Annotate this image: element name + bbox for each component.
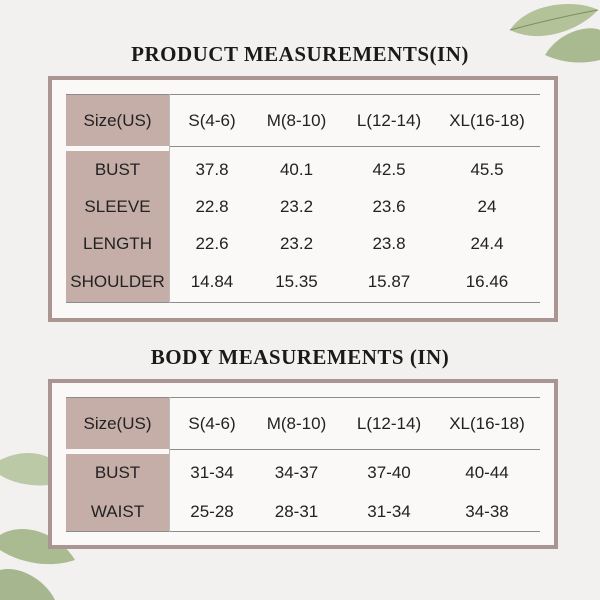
table-cell: 31-34 bbox=[190, 463, 234, 482]
header-size-l: L(12-14) bbox=[356, 413, 422, 433]
header-size-label: Size(US) bbox=[66, 95, 169, 146]
row-label: WAIST bbox=[66, 492, 169, 531]
table-cell: 14.84 bbox=[190, 272, 234, 291]
table-cell: 45.5 bbox=[470, 159, 504, 179]
body-measurements-frame bbox=[48, 379, 558, 549]
table-cell: 37-40 bbox=[367, 463, 411, 482]
table-cell: 23.8 bbox=[372, 233, 406, 253]
row-label: SLEEVE bbox=[66, 188, 169, 225]
table-cell: 22.6 bbox=[195, 233, 229, 253]
body-measurements-table bbox=[66, 397, 540, 533]
table-cell: 23.2 bbox=[279, 233, 314, 253]
table-cell: 37.8 bbox=[195, 159, 229, 179]
header-size-xl: XL(16-18) bbox=[449, 413, 525, 433]
table-header-row bbox=[66, 398, 540, 449]
table-cell: 16.46 bbox=[465, 272, 509, 291]
table-cell: 34-38 bbox=[465, 501, 509, 521]
header-size-xl: XL(16-18) bbox=[449, 110, 525, 130]
row-label: BUST bbox=[66, 454, 169, 492]
table-cell: 42.5 bbox=[372, 159, 406, 179]
table-bottom-border bbox=[66, 302, 540, 303]
table-row bbox=[66, 151, 540, 188]
table-row bbox=[66, 262, 540, 302]
table-cell: 34-37 bbox=[274, 463, 319, 482]
table-bottom-border bbox=[66, 531, 540, 532]
product-measurements-frame bbox=[48, 76, 558, 322]
table-cell: 40.1 bbox=[279, 159, 314, 179]
body-measurements-title: BODY MEASUREMENTS (IN) bbox=[150, 345, 450, 369]
row-label: LENGTH bbox=[66, 225, 169, 262]
label-column-divider bbox=[169, 397, 170, 532]
header-size-label: Size(US) bbox=[66, 398, 169, 449]
label-column-divider bbox=[169, 94, 170, 303]
table-cell: 40-44 bbox=[465, 463, 509, 482]
header-size-s: S(4-6) bbox=[188, 110, 236, 130]
table-cell: 23.6 bbox=[372, 196, 406, 216]
table-header-row bbox=[66, 95, 540, 146]
table-row bbox=[66, 492, 540, 531]
table-row bbox=[66, 188, 540, 225]
table-cell: 15.87 bbox=[367, 272, 411, 291]
header-size-m: M(8-10) bbox=[266, 413, 327, 433]
table-cell: 24 bbox=[477, 196, 497, 216]
product-measurements-title: PRODUCT MEASUREMENTS(IN) bbox=[131, 42, 469, 66]
table-cell: 24.4 bbox=[470, 233, 504, 253]
table-cell: 23.2 bbox=[279, 196, 314, 216]
table-row bbox=[66, 454, 540, 492]
header-size-l: L(12-14) bbox=[356, 110, 422, 130]
row-label: BUST bbox=[66, 151, 169, 188]
table-cell: 28-31 bbox=[274, 501, 319, 521]
table-cell: 15.35 bbox=[275, 272, 318, 291]
table-cell: 22.8 bbox=[195, 196, 229, 216]
header-size-s: S(4-6) bbox=[188, 413, 236, 433]
table-cell: 25-28 bbox=[190, 501, 234, 521]
row-label: SHOULDER bbox=[66, 262, 169, 302]
header-size-m: M(8-10) bbox=[266, 110, 327, 130]
table-row bbox=[66, 225, 540, 262]
product-measurements-table bbox=[66, 94, 540, 304]
table-cell: 31-34 bbox=[367, 501, 411, 521]
